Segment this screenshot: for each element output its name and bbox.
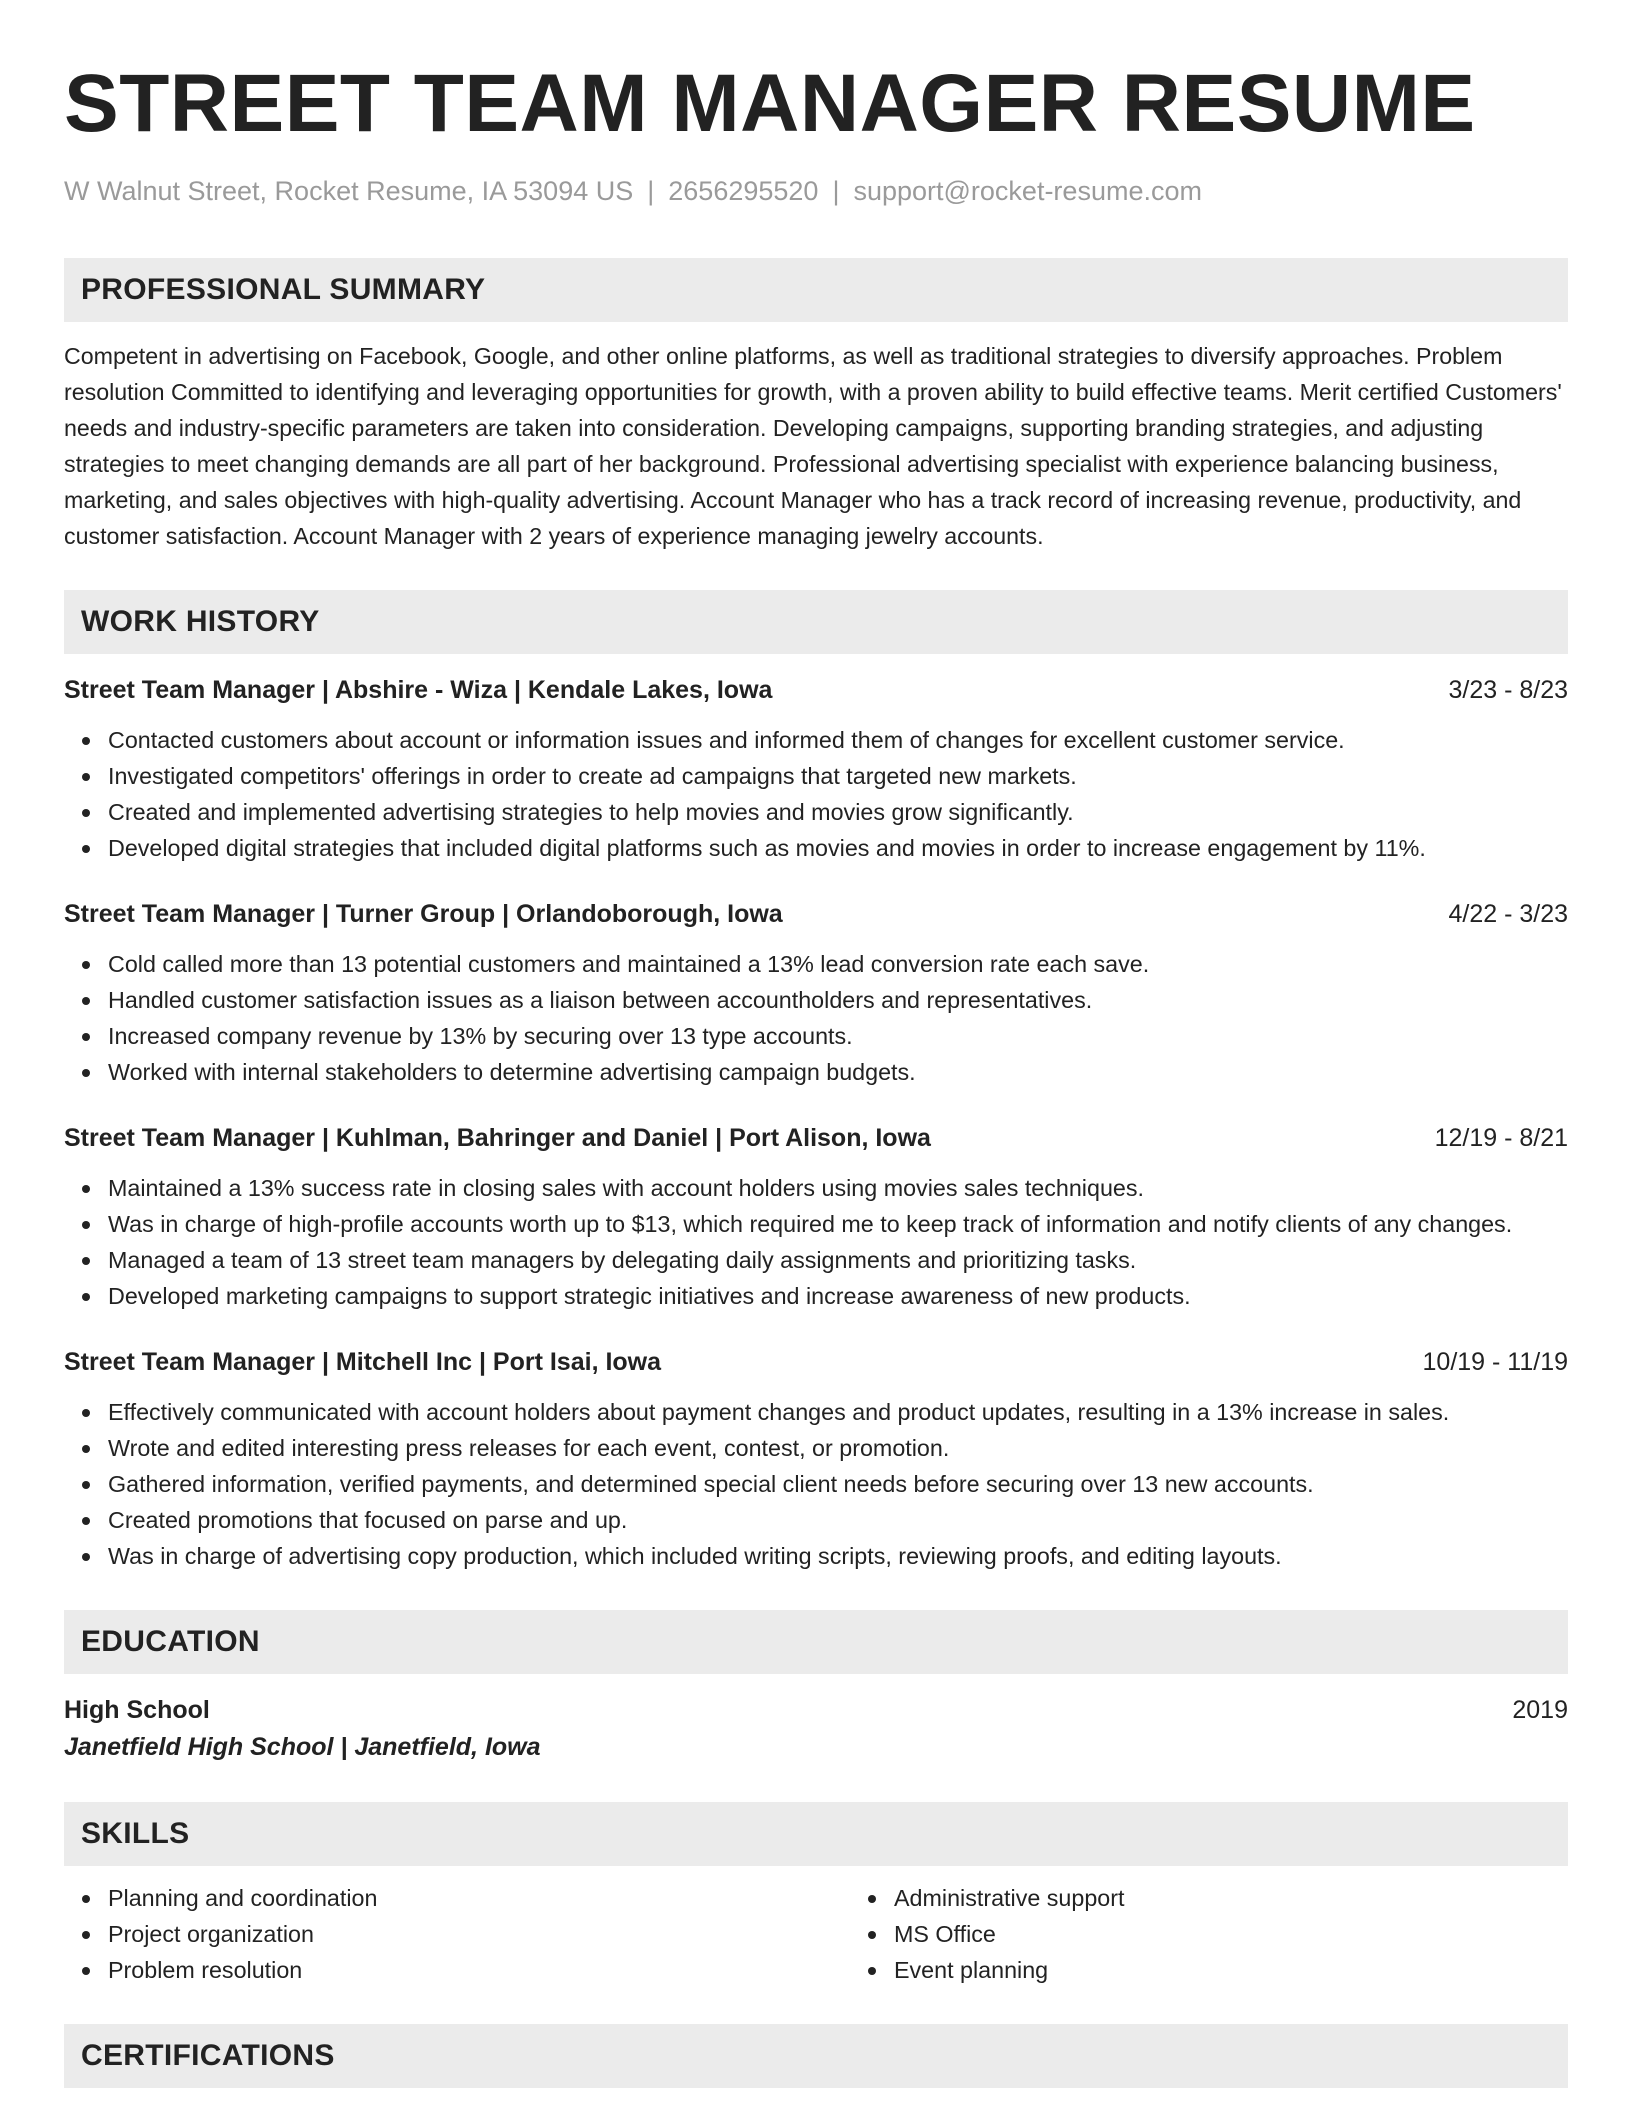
- job-header: [64, 672, 1568, 708]
- section-header-summary: PROFESSIONAL SUMMARY: [64, 258, 1568, 322]
- job-bullet-text: Was in charge of advertising copy production, which included writing scripts, reviewing proofs, and editing layouts.: [108, 1543, 1282, 1569]
- job-bullet-text: Developed marketing campaigns to support strategic initiatives and increase awareness of new products.: [108, 1283, 1191, 1309]
- job-bullet: [108, 1430, 1568, 1466]
- job-bullet: [108, 1394, 1568, 1430]
- education-entry: [64, 1692, 1568, 1766]
- job-dates: 12/19 - 8/21: [1434, 1124, 1568, 1152]
- education-year: 2019: [1512, 1696, 1568, 1724]
- bullet-icon: [868, 1931, 876, 1939]
- job-title: Street Team Manager | Mitchell Inc | Port Isai, Iowa: [64, 1348, 662, 1376]
- bullet-icon: [82, 1445, 90, 1453]
- job-bullet: [108, 1206, 1568, 1242]
- job-bullet: [108, 1170, 1568, 1206]
- job-bullet-text: Maintained a 13% success rate in closing sales with account holders using movies sales techniques.: [108, 1175, 1144, 1201]
- bullet-icon: [82, 961, 90, 969]
- job-bullet-text: Gathered information, verified payments, and determined special client needs before securing over 13 new accounts.: [108, 1471, 1314, 1497]
- contact-separator: |: [832, 176, 840, 206]
- skills-column-left: [64, 1880, 850, 1988]
- job-bullet-text: Wrote and edited interesting press releases for each event, contest, or promotion.: [108, 1435, 950, 1461]
- summary-text: Competent in advertising on Facebook, Google, and other online platforms, as well as traditional strategies to diversify approaches. Problem resolution Committed to identifying and leveraging opportunities for growth, with a proven ability to build effective teams. Merit certified Customers' needs and industry-specific parameters are taken into consideration. Developing campaigns, supporting branding strategies, and adjusting strategies to meet changing demands are all part of her background. Professional advertising specialist with experience balancing business, marketing, and sales objectives with high-quality advertising. Account Manager who has a track record of increasing revenue, productivity, and customer satisfaction. Account Manager with 2 years of experience managing jewelry accounts.: [64, 343, 1562, 549]
- section-header-certifications: CERTIFICATIONS: [64, 2024, 1568, 2088]
- contact-email: support@rocket-resume.com: [853, 176, 1202, 206]
- job-bullet-text: Investigated competitors' offerings in order to create ad campaigns that targeted new markets.: [108, 763, 1077, 789]
- job-bullets: [64, 1170, 1568, 1314]
- job-bullet-text: Handled customer satisfaction issues as a liaison between accountholders and representatives.: [108, 987, 1093, 1013]
- bullet-icon: [82, 1967, 90, 1975]
- skill-item: [108, 1916, 850, 1952]
- job-bullet: [108, 946, 1568, 982]
- contact-address: W Walnut Street, Rocket Resume, IA 53094 US: [64, 176, 634, 206]
- bullet-icon: [82, 1033, 90, 1041]
- job-entry: [64, 672, 1568, 866]
- education-degree: High School: [64, 1696, 210, 1724]
- job-entry: [64, 896, 1568, 1090]
- section-header-skills: SKILLS: [64, 1802, 1568, 1866]
- bullet-icon: [82, 1293, 90, 1301]
- job-header: [64, 896, 1568, 932]
- job-header: [64, 1344, 1568, 1380]
- job-bullet: [108, 1466, 1568, 1502]
- job-dates: 3/23 - 8/23: [1448, 676, 1568, 704]
- skills-list: [64, 1880, 1568, 1988]
- skill-text: MS Office: [894, 1921, 996, 1947]
- job-title: Street Team Manager | Abshire - Wiza | Kendale Lakes, Iowa: [64, 676, 773, 704]
- job-bullet-text: Increased company revenue by 13% by securing over 13 type accounts.: [108, 1023, 853, 1049]
- job-bullet: [108, 982, 1568, 1018]
- contact-line: [64, 174, 1568, 208]
- job-entry: [64, 1120, 1568, 1314]
- skill-item: [894, 1916, 1632, 1952]
- job-bullet: [108, 794, 1568, 830]
- education-school: Janetfield High School | Janetfield, Iowa: [64, 1733, 541, 1761]
- bullet-icon: [82, 1481, 90, 1489]
- contact-phone: 2656295520: [668, 176, 819, 206]
- bullet-icon: [82, 1257, 90, 1265]
- resume-title: STREET TEAM MANAGER RESUME: [64, 58, 1476, 149]
- bullet-icon: [82, 1185, 90, 1193]
- job-bullet-text: Contacted customers about account or information issues and informed them of changes for excellent customer service.: [108, 727, 1345, 753]
- bullet-icon: [82, 1069, 90, 1077]
- skill-text: Project organization: [108, 1921, 314, 1947]
- job-bullets: [64, 722, 1568, 866]
- job-bullet: [108, 758, 1568, 794]
- bullet-icon: [82, 809, 90, 817]
- skill-text: Problem resolution: [108, 1957, 303, 1983]
- job-bullet-text: Was in charge of high-profile accounts worth up to $13, which required me to keep track of information and notify clients of any changes.: [108, 1211, 1513, 1237]
- job-dates: 4/22 - 3/23: [1448, 900, 1568, 928]
- bullet-icon: [82, 773, 90, 781]
- job-bullet: [108, 1018, 1568, 1054]
- job-bullet-text: Cold called more than 13 potential customers and maintained a 13% lead conversion rate each save.: [108, 951, 1150, 977]
- bullet-icon: [82, 1221, 90, 1229]
- skill-text: Event planning: [894, 1957, 1049, 1983]
- bullet-icon: [82, 1895, 90, 1903]
- job-bullet: [108, 1538, 1568, 1574]
- skill-item: [108, 1880, 850, 1916]
- job-bullet: [108, 1054, 1568, 1090]
- job-entry: [64, 1344, 1568, 1574]
- job-bullet: [108, 1242, 1568, 1278]
- job-bullet-text: Worked with internal stakeholders to determine advertising campaign budgets.: [108, 1059, 916, 1085]
- job-bullet-text: Created and implemented advertising strategies to help movies and movies grow significantly.: [108, 799, 1074, 825]
- bullet-icon: [82, 737, 90, 745]
- bullet-icon: [82, 1517, 90, 1525]
- section-header-work-history: WORK HISTORY: [64, 590, 1568, 654]
- job-bullet: [108, 1502, 1568, 1538]
- skill-item: [108, 1952, 850, 1988]
- skills-column-right: [850, 1880, 1632, 1988]
- skill-item: [894, 1952, 1632, 1988]
- job-title: Street Team Manager | Kuhlman, Bahringer and Daniel | Port Alison, Iowa: [64, 1124, 931, 1152]
- job-bullet: [108, 722, 1568, 758]
- bullet-icon: [82, 1553, 90, 1561]
- job-bullet-text: Effectively communicated with account holders about payment changes and product updates, resulting in a 13% increase in sales.: [108, 1399, 1450, 1425]
- bullet-icon: [82, 997, 90, 1005]
- section-header-education: EDUCATION: [64, 1610, 1568, 1674]
- bullet-icon: [82, 1409, 90, 1417]
- bullet-icon: [868, 1895, 876, 1903]
- skill-text: Planning and coordination: [108, 1885, 378, 1911]
- skill-item: [894, 1880, 1632, 1916]
- education-header: [64, 1692, 1568, 1728]
- skill-text: Administrative support: [894, 1885, 1125, 1911]
- bullet-icon: [868, 1967, 876, 1975]
- job-bullets: [64, 946, 1568, 1090]
- job-header: [64, 1120, 1568, 1156]
- job-bullet: [108, 1278, 1568, 1314]
- job-title: Street Team Manager | Turner Group | Orlandoborough, Iowa: [64, 900, 783, 928]
- job-bullets: [64, 1394, 1568, 1574]
- contact-separator: |: [647, 176, 655, 206]
- job-bullet-text: Developed digital strategies that included digital platforms such as movies and movies in order to increase engagement by 11%.: [108, 835, 1426, 861]
- job-bullet: [108, 830, 1568, 866]
- job-dates: 10/19 - 11/19: [1422, 1348, 1568, 1376]
- bullet-icon: [82, 845, 90, 853]
- job-bullet-text: Managed a team of 13 street team managers by delegating daily assignments and prioritizing tasks.: [108, 1247, 1137, 1273]
- bullet-icon: [82, 1931, 90, 1939]
- job-bullet-text: Created promotions that focused on parse and up.: [108, 1507, 628, 1533]
